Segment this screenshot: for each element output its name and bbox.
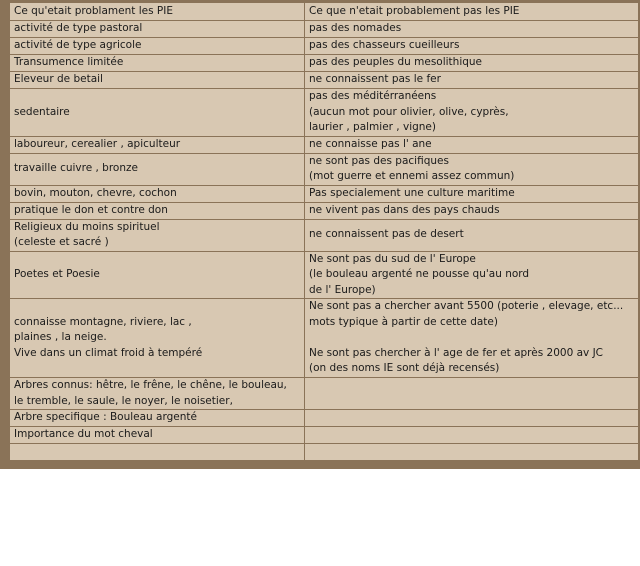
table-row (10, 89, 639, 137)
table-row (10, 251, 639, 299)
cell-was (10, 444, 305, 461)
cell-was-not: pas des nomades (305, 21, 639, 38)
table-row (10, 378, 639, 410)
cell-was-not: Ne sont pas du sud de l' Europe (le bouleau argenté ne pousse qu'au nord de l' Europe) (305, 251, 639, 299)
table-row (10, 410, 639, 427)
cell-was-not: pas des chasseurs cueilleurs (305, 38, 639, 55)
cell-was: Religieux du moins spirituel (celeste et sacré ) (10, 219, 305, 251)
pie-comparison-table (9, 2, 639, 461)
table-header-row (10, 3, 639, 21)
cell-was-not (305, 410, 639, 427)
header-cell-what-pie-were-not: Ce que n'etait probablement pas les PIE (305, 3, 639, 21)
cell-was: activité de type pastoral (10, 21, 305, 38)
cell-was: Arbres connus: hêtre, le frêne, le chêne, le bouleau, le tremble, le saule, le noyer, le noisetier, (10, 378, 305, 410)
table-row (10, 21, 639, 38)
cell-was: connaisse montagne, riviere, lac , plaines , la neige. Vive dans un climat froid à tempéré (10, 299, 305, 378)
cell-was-not: Pas specialement une culture maritime (305, 185, 639, 202)
cell-was-not: ne connaisse pas l' ane (305, 136, 639, 153)
cell-was: Arbre specifique : Bouleau argenté (10, 410, 305, 427)
table-row (10, 427, 639, 444)
cell-was: travaille cuivre , bronze (10, 153, 305, 185)
cell-was-not (305, 427, 639, 444)
table-row (10, 219, 639, 251)
cell-was-not: pas des méditérranéens (aucun mot pour olivier, olive, cyprès, laurier , palmier , vigne) (305, 89, 639, 137)
header-cell-what-pie-were: Ce qu'etait problament les PIE (10, 3, 305, 21)
table-row (10, 185, 639, 202)
cell-was-not: ne vivent pas dans des pays chauds (305, 202, 639, 219)
table-row (10, 202, 639, 219)
cell-was-not: ne connaissent pas le fer (305, 72, 639, 89)
cell-was: pratique le don et contre don (10, 202, 305, 219)
cell-was: Importance du mot cheval (10, 427, 305, 444)
table-row (10, 153, 639, 185)
table-row (10, 38, 639, 55)
table-row (10, 55, 639, 72)
cell-was: bovin, mouton, chevre, cochon (10, 185, 305, 202)
table-row (10, 444, 639, 461)
cell-was: activité de type agricole (10, 38, 305, 55)
table-row (10, 72, 639, 89)
cell-was: Transumence limitée (10, 55, 305, 72)
cell-was-not (305, 444, 639, 461)
cell-was: Poetes et Poesie (10, 251, 305, 299)
cell-was-not: ne sont pas des pacifiques (mot guerre et ennemi assez commun) (305, 153, 639, 185)
cell-was: Eleveur de betail (10, 72, 305, 89)
cell-was-not (305, 378, 639, 410)
cell-was-not: pas des peuples du mesolithique (305, 55, 639, 72)
cell-was: laboureur, cerealier , apiculteur (10, 136, 305, 153)
table-row (10, 299, 639, 378)
cell-was: sedentaire (10, 89, 305, 137)
cell-was-not: Ne sont pas a chercher avant 5500 (poterie , elevage, etc... mots typique à partir de cette date) Ne sont pas chercher à l' age de fer et après 2000 av JC (on des noms IE sont déjà recensés) (305, 299, 639, 378)
cell-was-not: ne connaissent pas de desert (305, 219, 639, 251)
table-row (10, 136, 639, 153)
